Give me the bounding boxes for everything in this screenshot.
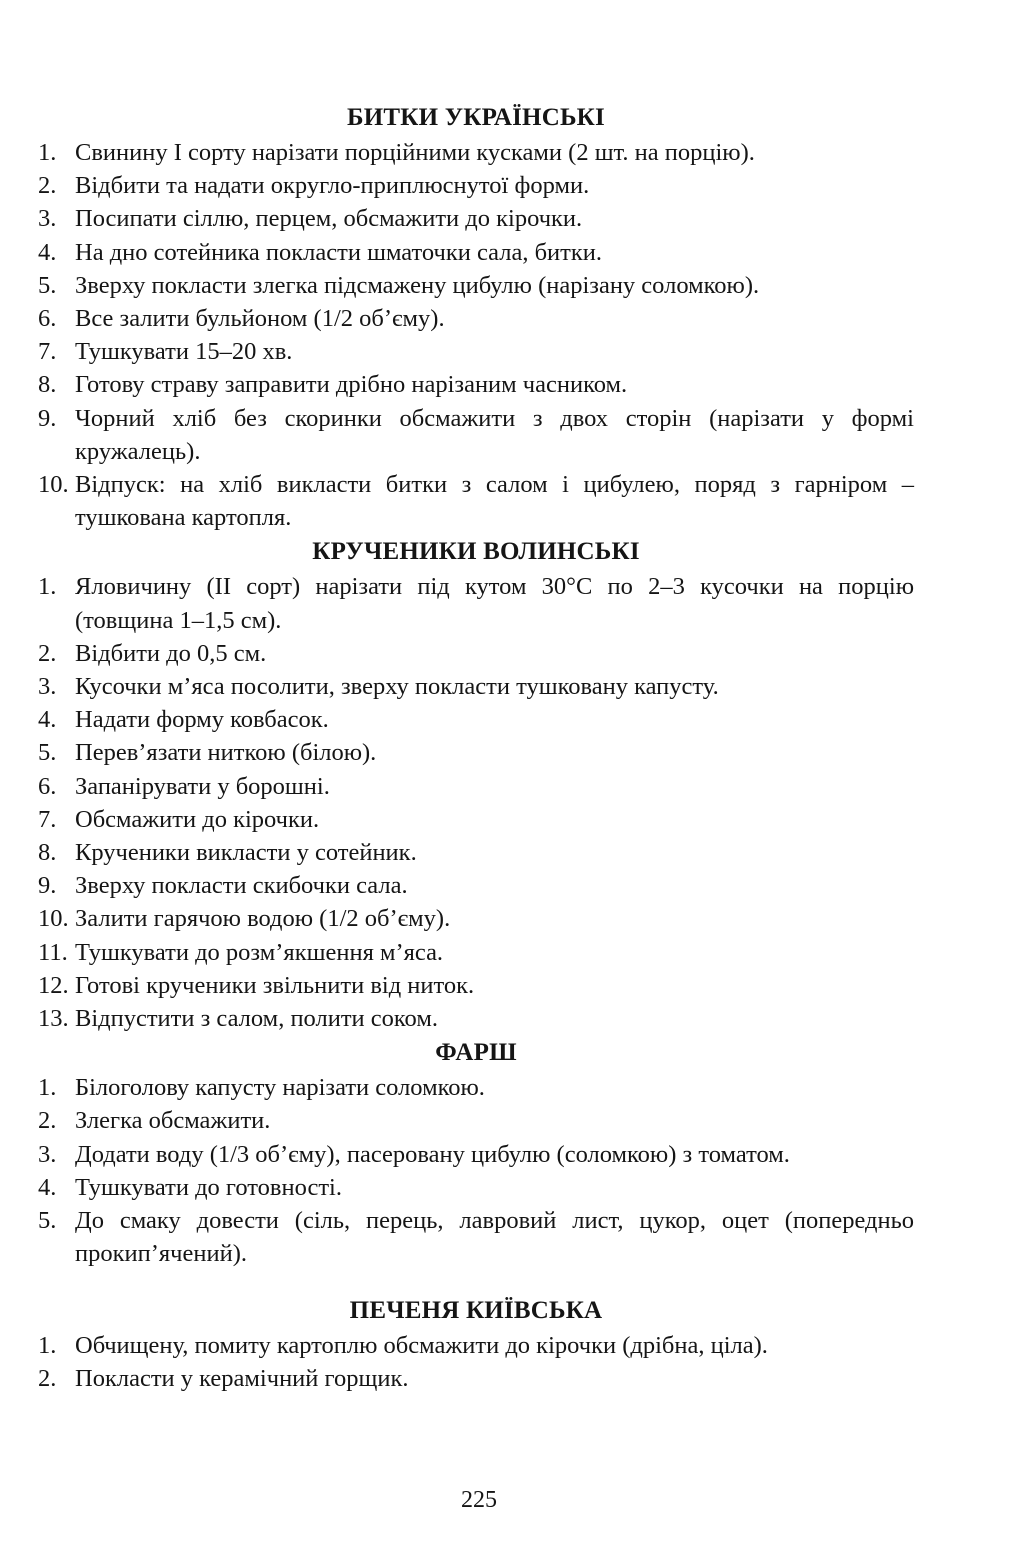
- document-page: [38, 100, 914, 1395]
- item-text: Додати воду (1/3 об’єму), пасеровану цибулю (соломкою) з томатом.: [75, 1140, 790, 1168]
- list-item: [38, 1362, 914, 1395]
- item-text: Готову страву заправити дрібно нарізаним часником.: [75, 371, 628, 399]
- item-text: Зверху покласти злегка підсмажену цибулю (нарізану соломкою).: [75, 271, 760, 299]
- list-item: [38, 136, 914, 169]
- list-item: [38, 570, 914, 636]
- item-text: Посипати сіллю, перцем, обсмажити до кірочки.: [75, 205, 583, 233]
- item-number: 6.: [38, 305, 57, 333]
- item-number: 3.: [38, 1140, 57, 1168]
- item-number: 4.: [38, 706, 57, 734]
- list-item: [38, 670, 914, 703]
- item-number: 2.: [38, 639, 57, 667]
- item-text: Запанірувати у борошні.: [75, 772, 330, 800]
- list-item: [38, 736, 914, 769]
- item-text: Тушкувати 15–20 хв.: [75, 338, 293, 366]
- item-number: 12.: [38, 971, 69, 999]
- item-number: 1.: [38, 1331, 57, 1359]
- item-text: Злегка обсмажити.: [75, 1107, 271, 1135]
- list-item: [38, 1171, 914, 1204]
- item-text: Все залити бульйоном (1/2 об’єму).: [75, 305, 445, 333]
- item-text: Тушкувати до готовності.: [75, 1173, 342, 1201]
- section-title: ПЕЧЕНЯ КИЇВСЬКА: [349, 1296, 603, 1324]
- item-number: 1.: [38, 1074, 57, 1102]
- item-text: Залити гарячою водою (1/2 об’єму).: [75, 905, 451, 933]
- item-text: Обсмажити до кірочки.: [75, 805, 320, 833]
- item-number: 3.: [38, 673, 57, 701]
- item-text: Чорний хліб без скоринки обсмажити з двох сторін (нарізати у формі кружалець).: [75, 404, 914, 465]
- item-text: Відпуск: на хліб викласти битки з салом і цибулею, поряд з гарніром – тушкована картопля.: [75, 471, 914, 532]
- item-text: До смаку довести (сіль, перець, лавровий лист, цукор, оцет (попередньо прокип’ячений).: [75, 1207, 914, 1268]
- list-item: [38, 770, 914, 803]
- list-item: [38, 1002, 914, 1035]
- list-item: [38, 1138, 914, 1171]
- item-text: Перев’язати ниткою (білою).: [75, 739, 377, 767]
- item-number: 5.: [38, 271, 57, 299]
- list-item: [38, 468, 914, 534]
- item-text: Крученики викласти у сотейник.: [75, 839, 417, 867]
- list-item: [38, 402, 914, 468]
- item-number: 7.: [38, 805, 57, 833]
- item-text: Покласти у керамічний горщик.: [75, 1364, 409, 1392]
- item-number: 2.: [38, 1107, 57, 1135]
- item-text: Надати форму ковбасок.: [75, 706, 329, 734]
- item-number: 4.: [38, 238, 57, 266]
- item-number: 4.: [38, 1173, 57, 1201]
- item-number: 9.: [38, 404, 57, 432]
- recipe-steps: [38, 1329, 914, 1395]
- list-item: [38, 869, 914, 902]
- section-title: КРУЧЕНИКИ ВОЛИНСЬКІ: [312, 538, 640, 566]
- list-item: [38, 1071, 914, 1104]
- recipe-steps: [38, 570, 914, 1035]
- item-text: Обчищену, помиту картоплю обсмажити до кірочки (дрібна, ціла).: [75, 1331, 768, 1359]
- item-text: Відпустити з салом, полити соком.: [75, 1005, 438, 1033]
- list-item: [38, 803, 914, 836]
- recipe-steps: [38, 136, 914, 534]
- item-number: 11.: [38, 938, 68, 966]
- item-number: 2.: [38, 1364, 57, 1392]
- item-number: 2.: [38, 172, 57, 200]
- item-number: 1.: [38, 139, 57, 166]
- item-text: Зверху покласти скибочки сала.: [75, 872, 408, 900]
- page-number: 225: [461, 1487, 497, 1513]
- item-text: Кусочки м’яса посолити, зверху покласти тушковану капусту.: [75, 673, 719, 701]
- item-text: Тушкувати до розм’якшення м’яса.: [75, 938, 444, 966]
- section-gap: [38, 1271, 914, 1293]
- list-item: [38, 1204, 914, 1270]
- list-item: [38, 969, 914, 1002]
- item-number: 1.: [38, 573, 57, 601]
- item-text: Готові крученики звільнити від ниток.: [75, 971, 475, 999]
- list-item: [38, 368, 914, 401]
- item-text: Свинину І сорту нарізати порційними кусками (2 шт. на порцію).: [75, 139, 755, 166]
- list-item: [38, 1329, 914, 1362]
- list-item: [38, 703, 914, 736]
- list-item: [38, 836, 914, 869]
- item-number: 7.: [38, 338, 57, 366]
- item-text: Білоголову капусту нарізати соломкою.: [75, 1074, 485, 1102]
- item-number: 10.: [38, 905, 69, 933]
- list-item: [38, 269, 914, 302]
- list-item: [38, 936, 914, 969]
- item-text: Відбити до 0,5 см.: [75, 639, 267, 667]
- list-item: [38, 637, 914, 670]
- item-number: 13.: [38, 1005, 69, 1033]
- item-text: Яловичину (ІІ сорт) нарізати під кутом 30°С по 2–3 кусочки на порцію (товщина 1–1,5 см).: [75, 573, 914, 634]
- item-text: На дно сотейника покласти шматочки сала, битки.: [75, 238, 603, 266]
- recipe-steps: [38, 1071, 914, 1270]
- list-item: [38, 335, 914, 368]
- list-item: [38, 1104, 914, 1137]
- item-number: 10.: [38, 471, 69, 499]
- list-item: [38, 302, 914, 335]
- item-text: Відбити та надати округло-приплюснутої форми.: [75, 172, 590, 200]
- item-number: 6.: [38, 772, 57, 800]
- item-number: 8.: [38, 371, 57, 399]
- item-number: 5.: [38, 739, 57, 767]
- item-number: 9.: [38, 872, 57, 900]
- list-item: [38, 236, 914, 269]
- list-item: [38, 202, 914, 235]
- section-title: ФАРШ: [435, 1039, 517, 1067]
- item-number: 3.: [38, 205, 57, 233]
- list-item: [38, 902, 914, 935]
- list-item: [38, 169, 914, 202]
- section-title: БИТКИ УКРАЇНСЬКІ: [347, 104, 605, 131]
- item-number: 5.: [38, 1207, 57, 1235]
- item-number: 8.: [38, 839, 57, 867]
